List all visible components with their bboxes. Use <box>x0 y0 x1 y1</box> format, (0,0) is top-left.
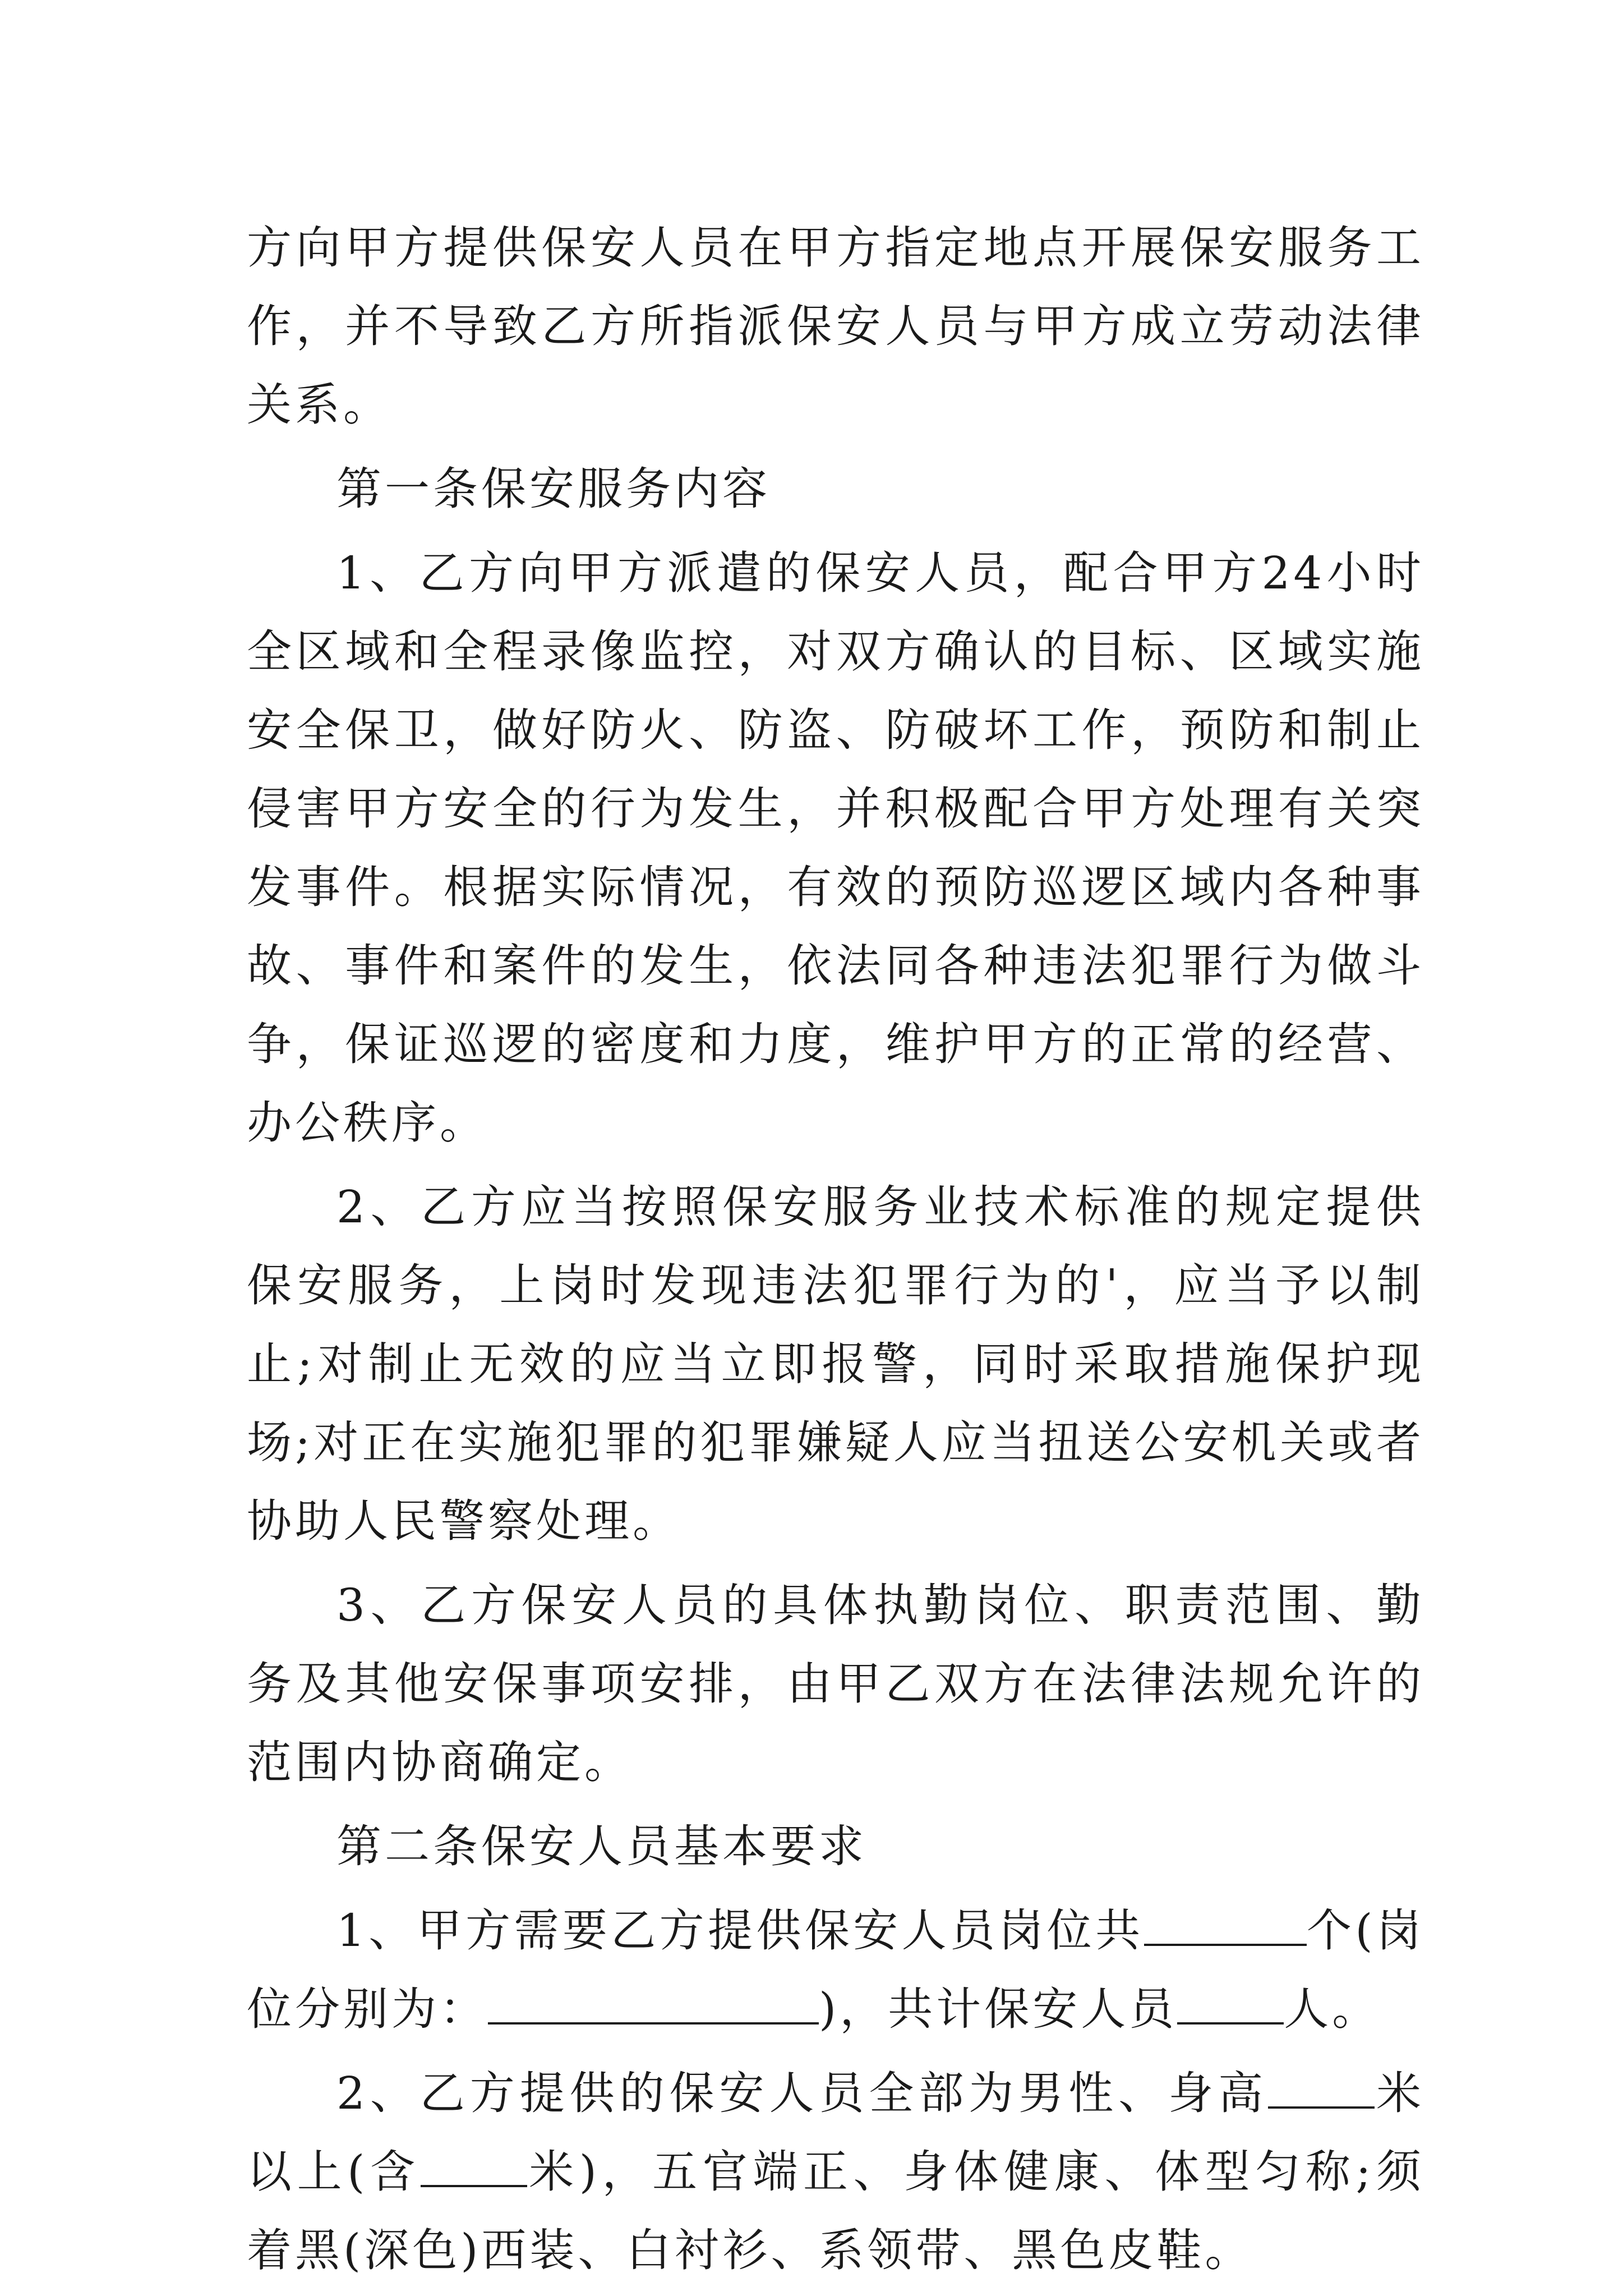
section2-item-1-text-c: )，共计保安人员 <box>819 1983 1178 2035</box>
section1-heading: 第一条保安服务内容 <box>336 463 771 515</box>
spacer <box>247 2049 1424 2054</box>
fill-blank-guard-count[interactable] <box>1177 1983 1284 2024</box>
fill-blank-post-count[interactable] <box>1144 1904 1307 1946</box>
section2-item-1-text-a: 1、甲方需要乙方提供保安人员岗位共 <box>336 1904 1144 1957</box>
intro-paragraph: 方向甲方提供保安人员在甲方指定地点开展保安服务工作，并不导致乙方所指派保安人员与甲方成立劳动法律关系。 <box>247 222 1424 431</box>
section2-item-2-text-a: 2、乙方提供的保安人员全部为男性、身高 <box>336 2067 1269 2119</box>
section2-item-1 <box>247 1892 1424 2049</box>
section2-item-1-text-d: 人。 <box>1284 1983 1381 2035</box>
section2-item-2-text-c: 米)，五官端正、身体健康、体型匀称;须着黑(深色)西装、白衬衫、系领带、黑色皮鞋。 <box>247 2146 1424 2276</box>
spacer <box>247 528 1424 534</box>
spacer <box>247 444 1424 450</box>
section1-item-2: 2、乙方应当按照保安服务业技术标准的规定提供保安服务，上岗时发现违法犯罪行为的'，应当予以制止;对制止无效的应当立即报警，同时采取措施保护现场;对正在实施犯罪的犯罪嫌疑人应当扭送公安机关或者协助人民警察处理。 <box>247 1181 1424 1547</box>
spacer <box>247 1886 1424 1892</box>
section1-item-3: 3、乙方保安人员的具体执勤岗位、职责范围、勤务及其他安保事项安排，由甲乙双方在法律法规允许的范围内协商确定。 <box>247 1579 1424 1788</box>
section1-item-1: 1、乙方向甲方派遣的保安人员，配合甲方24小时全区域和全程录像监控，对双方确认的目标、区域实施安全保卫，做好防火、防盗、防破坏工作，预防和制止侵害甲方安全的行为发生，并积极配合甲方处理有关突发事件。根据实际情况，有效的预防巡逻区域内各种事故、事件和案件的发生，依法同各种违法犯罪行为做斗争，保证巡逻的密度和力度，维护甲方的正常的经营、办公秩序。 <box>247 547 1424 1149</box>
document-body <box>247 209 1424 2290</box>
spacer <box>247 1802 1424 1807</box>
section2-heading: 第二条保安人员基本要求 <box>336 1820 867 1872</box>
fill-blank-post-names[interactable] <box>488 1983 819 2024</box>
spacer <box>247 1561 1424 1566</box>
fill-blank-min-height[interactable] <box>1268 2067 1375 2109</box>
fill-blank-height-inclusive[interactable] <box>421 2146 527 2187</box>
section2-item-2 <box>247 2054 1424 2290</box>
section2-item-2-text-b: 米以上(含 <box>247 2067 1425 2198</box>
section2-item-1-text-b: 个(岗位分别为： <box>247 1904 1424 2035</box>
spacer <box>247 1162 1424 1168</box>
